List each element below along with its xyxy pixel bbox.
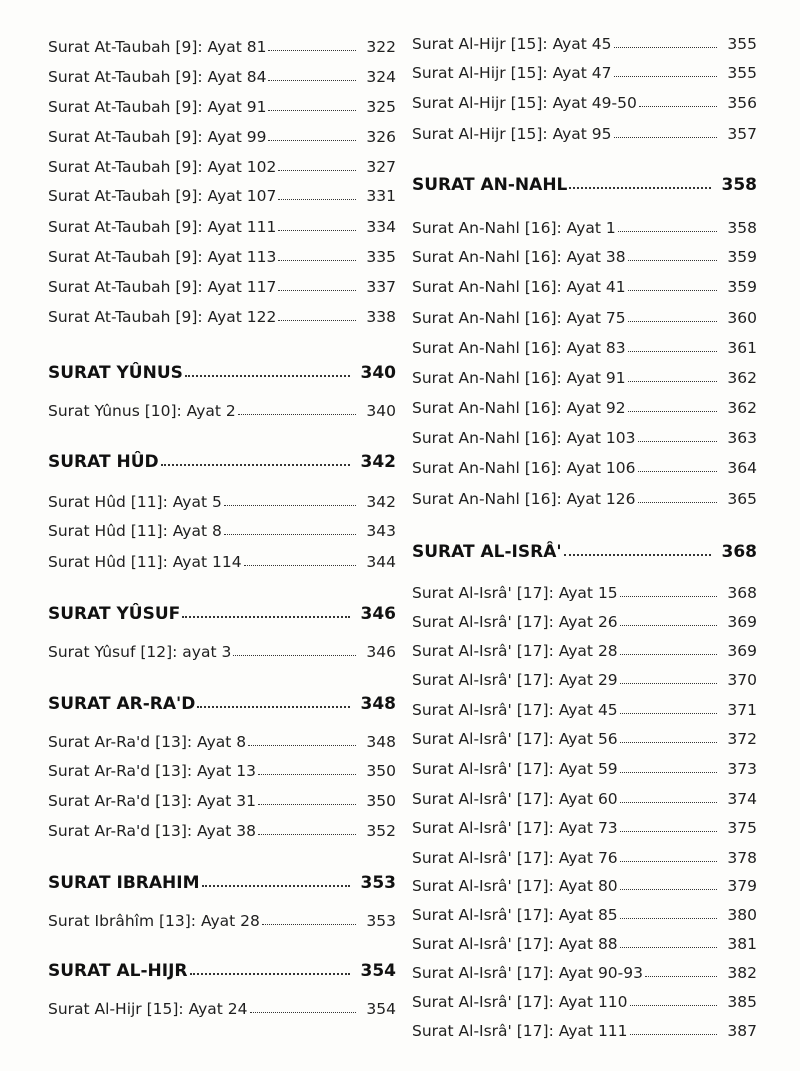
dot-leader bbox=[638, 471, 718, 472]
page-number: 350 bbox=[366, 792, 396, 810]
dot-leader bbox=[268, 50, 356, 51]
entry-title: Surat At-Taubah [9]: Ayat 111 bbox=[48, 218, 277, 236]
dot-leader bbox=[202, 885, 351, 887]
entry-title: Surat Al-Isrâ' [17]: Ayat 88 bbox=[412, 935, 618, 953]
entry-title: Surat Al-Isrâ' [17]: Ayat 29 bbox=[412, 671, 618, 689]
toc-entry bbox=[48, 214, 396, 236]
section-title: SURAT AL-HIJR bbox=[48, 961, 188, 981]
entry-title: Surat At-Taubah [9]: Ayat 122 bbox=[48, 308, 277, 326]
toc-section-heading bbox=[48, 867, 396, 893]
toc-entry bbox=[48, 758, 396, 780]
section-title: SURAT HÛD bbox=[48, 452, 159, 472]
entry-title: Surat Al-Isrâ' [17]: Ayat 45 bbox=[412, 701, 618, 719]
dot-leader bbox=[185, 375, 350, 377]
section-title: SURAT YÛSUF bbox=[48, 604, 181, 624]
dot-leader bbox=[248, 745, 356, 746]
page-number: 340 bbox=[366, 402, 396, 420]
toc-entry bbox=[48, 639, 396, 661]
toc-entry bbox=[48, 818, 396, 840]
toc-section-heading bbox=[48, 955, 396, 981]
entry-title: Surat Yûsuf [12]: ayat 3 bbox=[48, 643, 232, 661]
entry-title: Surat Al-Isrâ' [17]: Ayat 59 bbox=[412, 760, 618, 778]
page-number: 355 bbox=[727, 35, 757, 53]
page-number: 346 bbox=[366, 643, 396, 661]
page-number: 358 bbox=[727, 219, 757, 237]
toc-entry bbox=[48, 549, 396, 571]
entry-title: Surat An-Nahl [16]: Ayat 126 bbox=[412, 490, 636, 508]
toc-entry bbox=[412, 31, 757, 53]
toc-entry bbox=[412, 425, 757, 447]
dot-leader bbox=[238, 414, 356, 415]
toc-entry bbox=[412, 244, 757, 266]
toc-entry bbox=[412, 873, 757, 895]
entry-title: Surat An-Nahl [16]: Ayat 103 bbox=[412, 429, 636, 447]
dot-leader bbox=[620, 947, 717, 948]
dot-leader bbox=[614, 76, 717, 77]
page-number: 374 bbox=[727, 790, 757, 808]
toc-entry bbox=[48, 398, 396, 420]
toc-entry bbox=[48, 94, 396, 116]
entry-title: Surat Al-Hijr [15]: Ayat 95 bbox=[412, 125, 612, 143]
page-number: 357 bbox=[727, 125, 757, 143]
dot-leader bbox=[628, 321, 717, 322]
page-number: 352 bbox=[366, 822, 396, 840]
dot-leader bbox=[258, 804, 356, 805]
dot-leader bbox=[620, 918, 717, 919]
page-number: 324 bbox=[366, 68, 396, 86]
toc-entry bbox=[412, 305, 757, 327]
toc-entry bbox=[412, 989, 757, 1011]
entry-title: Surat Al-Isrâ' [17]: Ayat 110 bbox=[412, 993, 628, 1011]
dot-leader bbox=[628, 260, 717, 261]
section-title: SURAT IBRAHIM bbox=[48, 873, 200, 893]
entry-title: Surat Al-Isrâ' [17]: Ayat 73 bbox=[412, 819, 618, 837]
toc-section-heading bbox=[412, 536, 757, 562]
page-number: 326 bbox=[366, 128, 396, 146]
entry-title: Surat At-Taubah [9]: Ayat 102 bbox=[48, 158, 277, 176]
entry-title: Surat Ar-Ra'd [13]: Ayat 8 bbox=[48, 733, 247, 751]
page-number: 354 bbox=[360, 961, 396, 981]
dot-leader bbox=[182, 616, 350, 618]
dot-leader bbox=[278, 170, 356, 171]
page-number: 322 bbox=[366, 38, 396, 56]
dot-leader bbox=[620, 742, 717, 743]
toc-entry bbox=[412, 121, 757, 143]
dot-leader bbox=[620, 625, 717, 626]
entry-title: Surat Al-Hijr [15]: Ayat 47 bbox=[412, 64, 612, 82]
page-number: 382 bbox=[727, 964, 757, 982]
entry-title: Surat At-Taubah [9]: Ayat 84 bbox=[48, 68, 267, 86]
entry-title: Surat An-Nahl [16]: Ayat 38 bbox=[412, 248, 626, 266]
entry-title: Surat At-Taubah [9]: Ayat 117 bbox=[48, 278, 277, 296]
page-number: 359 bbox=[727, 248, 757, 266]
entry-title: Surat Ar-Ra'd [13]: Ayat 13 bbox=[48, 762, 256, 780]
page-number: 363 bbox=[727, 429, 757, 447]
dot-leader bbox=[639, 106, 717, 107]
page-number: 360 bbox=[727, 309, 757, 327]
toc-entry bbox=[412, 845, 757, 867]
dot-leader bbox=[250, 1012, 356, 1013]
toc-section-heading bbox=[412, 169, 757, 195]
entry-title: Surat An-Nahl [16]: Ayat 75 bbox=[412, 309, 626, 327]
toc-entry bbox=[48, 274, 396, 296]
page-number: 359 bbox=[727, 278, 757, 296]
page-number: 346 bbox=[360, 604, 396, 624]
toc-entry bbox=[48, 788, 396, 810]
dot-leader bbox=[620, 596, 717, 597]
page-number: 372 bbox=[727, 730, 757, 748]
toc-entry bbox=[48, 908, 396, 930]
toc-entry bbox=[48, 489, 396, 511]
page-number: 331 bbox=[366, 187, 396, 205]
dot-leader bbox=[614, 47, 717, 48]
entry-title: Surat Al-Isrâ' [17]: Ayat 28 bbox=[412, 642, 618, 660]
entry-title: Surat Hûd [11]: Ayat 8 bbox=[48, 522, 222, 540]
toc-entry bbox=[412, 90, 757, 112]
page-number: 353 bbox=[366, 912, 396, 930]
dot-leader bbox=[620, 802, 717, 803]
toc-entry bbox=[48, 244, 396, 266]
dot-leader bbox=[638, 441, 718, 442]
toc-entry bbox=[412, 756, 757, 778]
entry-title: Surat An-Nahl [16]: Ayat 92 bbox=[412, 399, 626, 417]
toc-entry bbox=[412, 274, 757, 296]
section-title: SURAT YÛNUS bbox=[48, 363, 183, 383]
page-number: 373 bbox=[727, 760, 757, 778]
page-number: 375 bbox=[727, 819, 757, 837]
entry-title: Surat Hûd [11]: Ayat 5 bbox=[48, 493, 222, 511]
toc-section-heading bbox=[48, 598, 396, 624]
page-number: 342 bbox=[366, 493, 396, 511]
dot-leader bbox=[620, 654, 717, 655]
page-number: 381 bbox=[727, 935, 757, 953]
page-number: 350 bbox=[366, 762, 396, 780]
entry-title: Surat Al-Isrâ' [17]: Ayat 90-93 bbox=[412, 964, 643, 982]
page-number: 364 bbox=[727, 459, 757, 477]
dot-leader bbox=[268, 140, 356, 141]
toc-entry bbox=[412, 638, 757, 660]
dot-leader bbox=[620, 831, 717, 832]
entry-title: Surat Al-Isrâ' [17]: Ayat 60 bbox=[412, 790, 618, 808]
toc-entry bbox=[48, 183, 396, 205]
entry-title: Surat Al-Isrâ' [17]: Ayat 56 bbox=[412, 730, 618, 748]
toc-entry bbox=[412, 960, 757, 982]
page-number: 385 bbox=[727, 993, 757, 1011]
entry-title: Surat At-Taubah [9]: Ayat 81 bbox=[48, 38, 267, 56]
page-number: 387 bbox=[727, 1022, 757, 1040]
entry-title: Surat Al-Hijr [15]: Ayat 49-50 bbox=[412, 94, 637, 112]
entry-title: Surat Al-Isrâ' [17]: Ayat 80 bbox=[412, 877, 618, 895]
dot-leader bbox=[278, 230, 356, 231]
dot-leader bbox=[569, 187, 711, 189]
entry-title: Surat An-Nahl [16]: Ayat 106 bbox=[412, 459, 636, 477]
entry-title: Surat An-Nahl [16]: Ayat 41 bbox=[412, 278, 626, 296]
section-title: SURAT AL-ISRÂ' bbox=[412, 542, 562, 562]
page-number: 368 bbox=[721, 542, 757, 562]
toc-entry bbox=[412, 786, 757, 808]
toc-entry bbox=[412, 365, 757, 387]
entry-title: Surat Al-Isrâ' [17]: Ayat 15 bbox=[412, 584, 618, 602]
dot-leader bbox=[564, 554, 711, 556]
dot-leader bbox=[224, 534, 356, 535]
page-number: 327 bbox=[366, 158, 396, 176]
toc-entry bbox=[48, 64, 396, 86]
page-number: 356 bbox=[727, 94, 757, 112]
page-number: 343 bbox=[366, 522, 396, 540]
toc-entry bbox=[48, 518, 396, 540]
dot-leader bbox=[244, 565, 356, 566]
entry-title: Surat Al-Isrâ' [17]: Ayat 111 bbox=[412, 1022, 628, 1040]
toc-entry bbox=[48, 124, 396, 146]
page-number: 325 bbox=[366, 98, 396, 116]
dot-leader bbox=[645, 976, 717, 977]
entry-title: Surat At-Taubah [9]: Ayat 107 bbox=[48, 187, 277, 205]
toc-entry bbox=[412, 215, 757, 237]
page-number: 362 bbox=[727, 369, 757, 387]
dot-leader bbox=[620, 683, 717, 684]
page-number: 355 bbox=[727, 64, 757, 82]
toc-entry bbox=[48, 996, 396, 1018]
page-number: 358 bbox=[721, 175, 757, 195]
entry-title: Surat Al-Hijr [15]: Ayat 24 bbox=[48, 1000, 248, 1018]
toc-entry bbox=[412, 815, 757, 837]
page-number: 334 bbox=[366, 218, 396, 236]
dot-leader bbox=[197, 706, 350, 708]
dot-leader bbox=[190, 973, 350, 975]
toc-entry bbox=[412, 486, 757, 508]
toc-entry bbox=[412, 902, 757, 924]
dot-leader bbox=[233, 655, 356, 656]
dot-leader bbox=[268, 80, 356, 81]
section-title: SURAT AN-NAHL bbox=[412, 175, 568, 195]
dot-leader bbox=[620, 713, 717, 714]
entry-title: Surat Hûd [11]: Ayat 114 bbox=[48, 553, 242, 571]
dot-leader bbox=[278, 290, 356, 291]
entry-title: Surat Al-Isrâ' [17]: Ayat 85 bbox=[412, 906, 618, 924]
page-number: 362 bbox=[727, 399, 757, 417]
dot-leader bbox=[620, 889, 717, 890]
entry-title: Surat At-Taubah [9]: Ayat 91 bbox=[48, 98, 267, 116]
entry-title: Surat Al-Isrâ' [17]: Ayat 26 bbox=[412, 613, 618, 631]
page-number: 368 bbox=[727, 584, 757, 602]
toc-entry bbox=[412, 1018, 757, 1040]
dot-leader bbox=[638, 502, 718, 503]
toc-entry bbox=[412, 335, 757, 357]
dot-leader bbox=[278, 260, 356, 261]
toc-section-heading bbox=[48, 446, 396, 472]
toc-entry bbox=[48, 304, 396, 326]
toc-entry bbox=[48, 154, 396, 176]
page-number: 369 bbox=[727, 642, 757, 660]
toc-entry bbox=[412, 609, 757, 631]
entry-title: Surat An-Nahl [16]: Ayat 1 bbox=[412, 219, 616, 237]
toc-entry bbox=[412, 726, 757, 748]
toc-entry bbox=[412, 395, 757, 417]
dot-leader bbox=[620, 772, 717, 773]
page-number: 338 bbox=[366, 308, 396, 326]
toc-entry bbox=[412, 455, 757, 477]
dot-leader bbox=[258, 834, 356, 835]
page-number: 353 bbox=[360, 873, 396, 893]
dot-leader bbox=[614, 137, 717, 138]
dot-leader bbox=[630, 1005, 717, 1006]
entry-title: Surat Ar-Ra'd [13]: Ayat 38 bbox=[48, 822, 256, 840]
entry-title: Surat At-Taubah [9]: Ayat 113 bbox=[48, 248, 277, 266]
dot-leader bbox=[268, 110, 356, 111]
dot-leader bbox=[278, 320, 356, 321]
toc-entry bbox=[48, 729, 396, 751]
entry-title: Surat An-Nahl [16]: Ayat 91 bbox=[412, 369, 626, 387]
dot-leader bbox=[262, 924, 356, 925]
page-number: 379 bbox=[727, 877, 757, 895]
entry-title: Surat An-Nahl [16]: Ayat 83 bbox=[412, 339, 626, 357]
page-number: 340 bbox=[360, 363, 396, 383]
dot-leader bbox=[620, 861, 717, 862]
page-number: 335 bbox=[366, 248, 396, 266]
page-number: 354 bbox=[366, 1000, 396, 1018]
entry-title: Surat Ibrâhîm [13]: Ayat 28 bbox=[48, 912, 260, 930]
toc-entry bbox=[412, 697, 757, 719]
page-number: 348 bbox=[366, 733, 396, 751]
entry-title: Surat Ar-Ra'd [13]: Ayat 31 bbox=[48, 792, 256, 810]
dot-leader bbox=[628, 381, 717, 382]
toc-entry bbox=[412, 580, 757, 602]
page-number: 378 bbox=[727, 849, 757, 867]
toc-entry bbox=[48, 34, 396, 56]
dot-leader bbox=[278, 199, 356, 200]
toc-entry bbox=[412, 60, 757, 82]
toc-section-heading bbox=[48, 688, 396, 714]
entry-title: Surat Yûnus [10]: Ayat 2 bbox=[48, 402, 236, 420]
page-number: 369 bbox=[727, 613, 757, 631]
dot-leader bbox=[628, 351, 717, 352]
toc-entry bbox=[412, 667, 757, 689]
page-number: 371 bbox=[727, 701, 757, 719]
dot-leader bbox=[630, 1034, 717, 1035]
dot-leader bbox=[618, 231, 717, 232]
page-number: 337 bbox=[366, 278, 396, 296]
dot-leader bbox=[628, 290, 717, 291]
entry-title: Surat Al-Isrâ' [17]: Ayat 76 bbox=[412, 849, 618, 867]
entry-title: Surat At-Taubah [9]: Ayat 99 bbox=[48, 128, 267, 146]
page-number: 344 bbox=[366, 553, 396, 571]
dot-leader bbox=[224, 505, 356, 506]
page-number: 370 bbox=[727, 671, 757, 689]
page-number: 365 bbox=[727, 490, 757, 508]
section-title: SURAT AR-RA'D bbox=[48, 694, 196, 714]
dot-leader bbox=[258, 774, 356, 775]
entry-title: Surat Al-Hijr [15]: Ayat 45 bbox=[412, 35, 612, 53]
dot-leader bbox=[628, 411, 717, 412]
toc-entry bbox=[412, 931, 757, 953]
page-number: 361 bbox=[727, 339, 757, 357]
page-number: 380 bbox=[727, 906, 757, 924]
page-number: 342 bbox=[360, 452, 396, 472]
page-number: 348 bbox=[360, 694, 396, 714]
dot-leader bbox=[161, 464, 350, 466]
toc-section-heading bbox=[48, 357, 396, 383]
